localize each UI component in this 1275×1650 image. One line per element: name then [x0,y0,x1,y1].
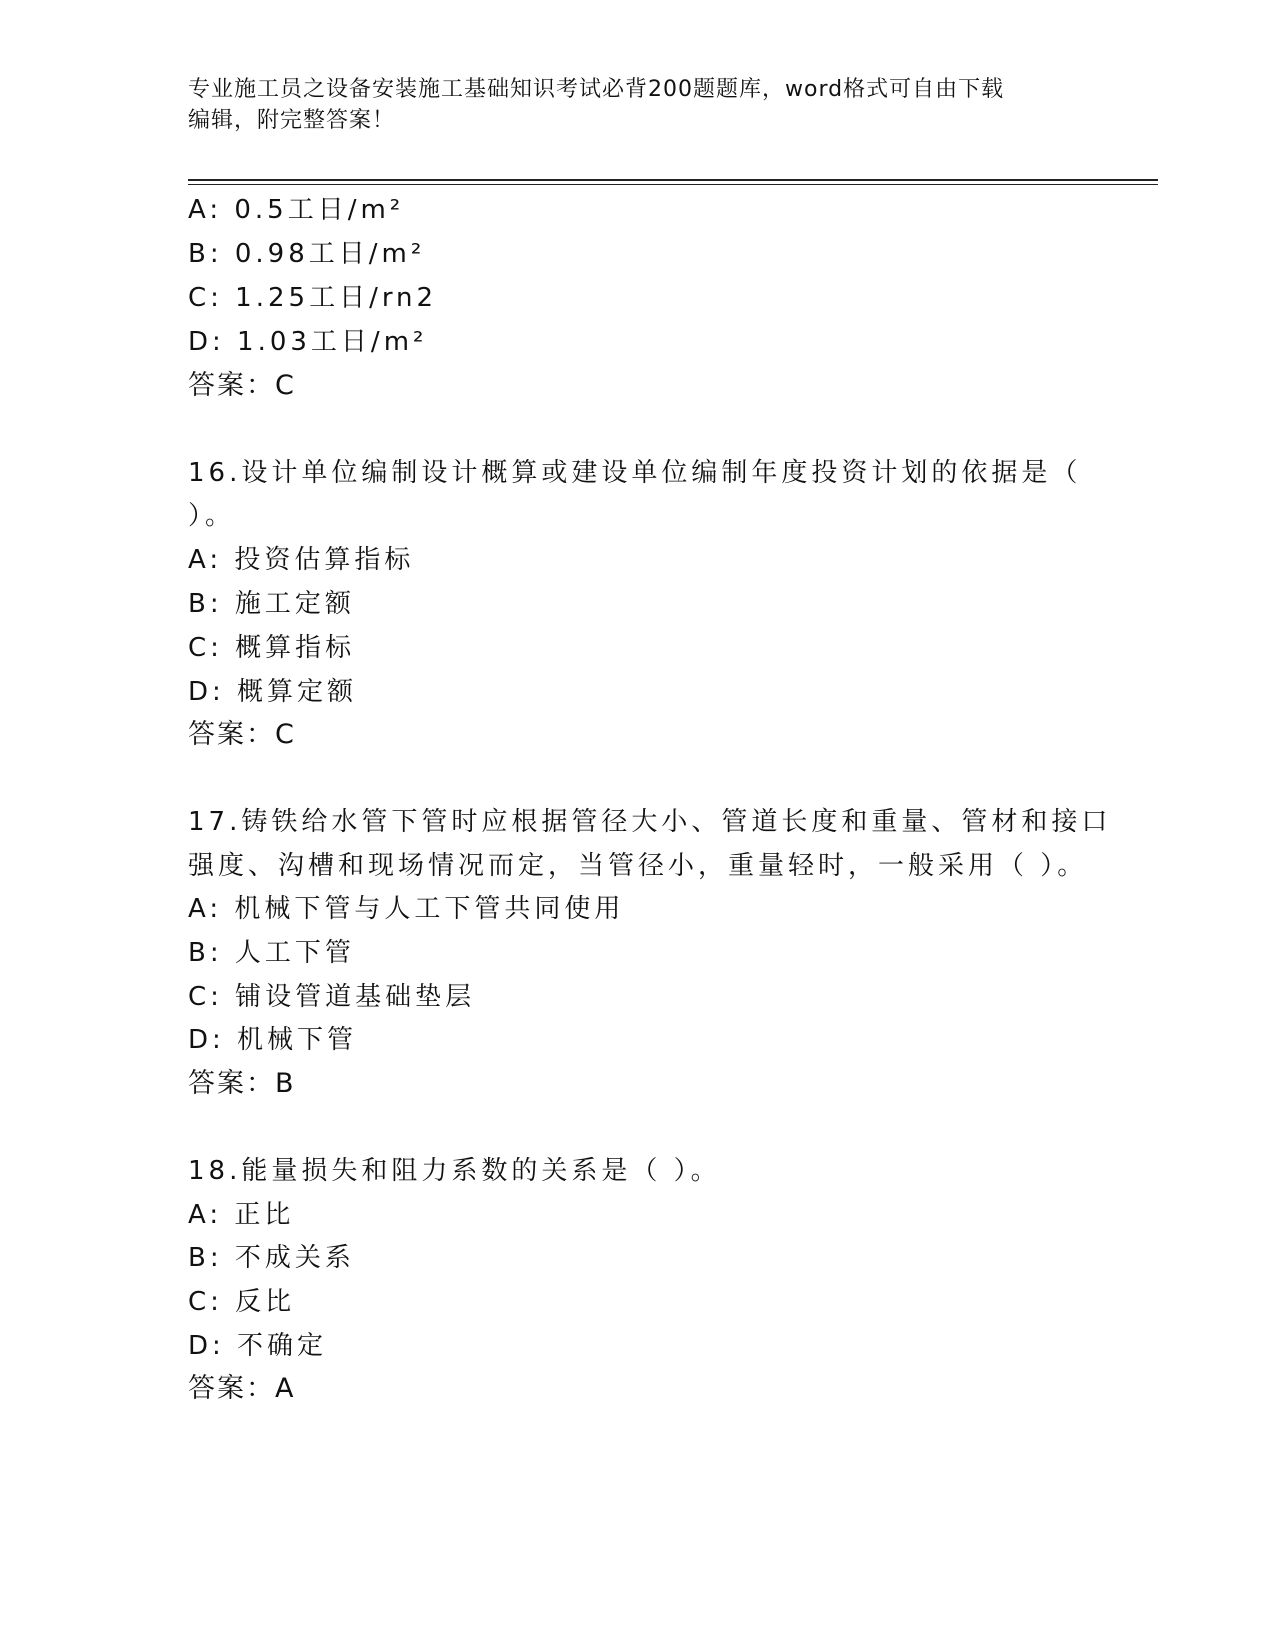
q16-stem-line-2: ）。 [188,501,236,531]
q18-option-d: D: 不确定 [188,1331,328,1361]
q16-option-b: B: 施工定额 [188,589,355,619]
prev-option-c: C: 1.25工日/rn2 [188,283,438,313]
prev-option-b: B: 0.98工日/m² [188,239,426,269]
q16-answer: 答案：C [188,719,296,750]
header-title-line-2: 编辑，附完整答案！ [188,108,396,133]
q17-option-d: D: 机械下管 [188,1025,358,1055]
q17-option-a: A: 机械下管与人工下管共同使用 [188,894,625,924]
q16-option-a: A: 投资估算指标 [188,545,415,575]
q18-answer: 答案：A [188,1373,296,1404]
q18-option-a: A: 正比 [188,1200,295,1230]
document-header [188,74,1068,136]
prev-answer: 答案：C [188,370,296,401]
q17-stem-line-1: 17.铸铁给水管下管时应根据管径大小、管道长度和重量、管材和接口 [188,807,1112,837]
q16-stem-line-1: 16.设计单位编制设计概算或建设单位编制年度投资计划的依据是（ [188,458,1082,488]
prev-option-d: D: 1.03工日/m² [188,327,428,357]
q17-answer: 答案：B [188,1068,296,1099]
header-divider-thin [188,184,1158,185]
q18-stem-line-1: 18.能量损失和阻力系数的关系是（ ）。 [188,1156,721,1186]
q16-option-d: D: 概算定额 [188,677,358,707]
prev-option-a: A: 0.5工日/m² [188,195,405,225]
q17-option-b: B: 人工下管 [188,938,355,968]
q16-option-c: C: 概算指标 [188,633,356,663]
q18-option-c: C: 反比 [188,1287,296,1317]
q18-option-b: B: 不成关系 [188,1243,355,1273]
header-title-line-1: 专业施工员之设备安装施工基础知识考试必背200题题库，word格式可自由下载 [188,77,1005,102]
q17-stem-line-2: 强度、沟槽和现场情况而定，当管径小，重量轻时，一般采用（ ）。 [188,851,1088,881]
q17-option-c: C: 铺设管道基础垫层 [188,982,476,1012]
header-divider-thick [188,179,1158,181]
